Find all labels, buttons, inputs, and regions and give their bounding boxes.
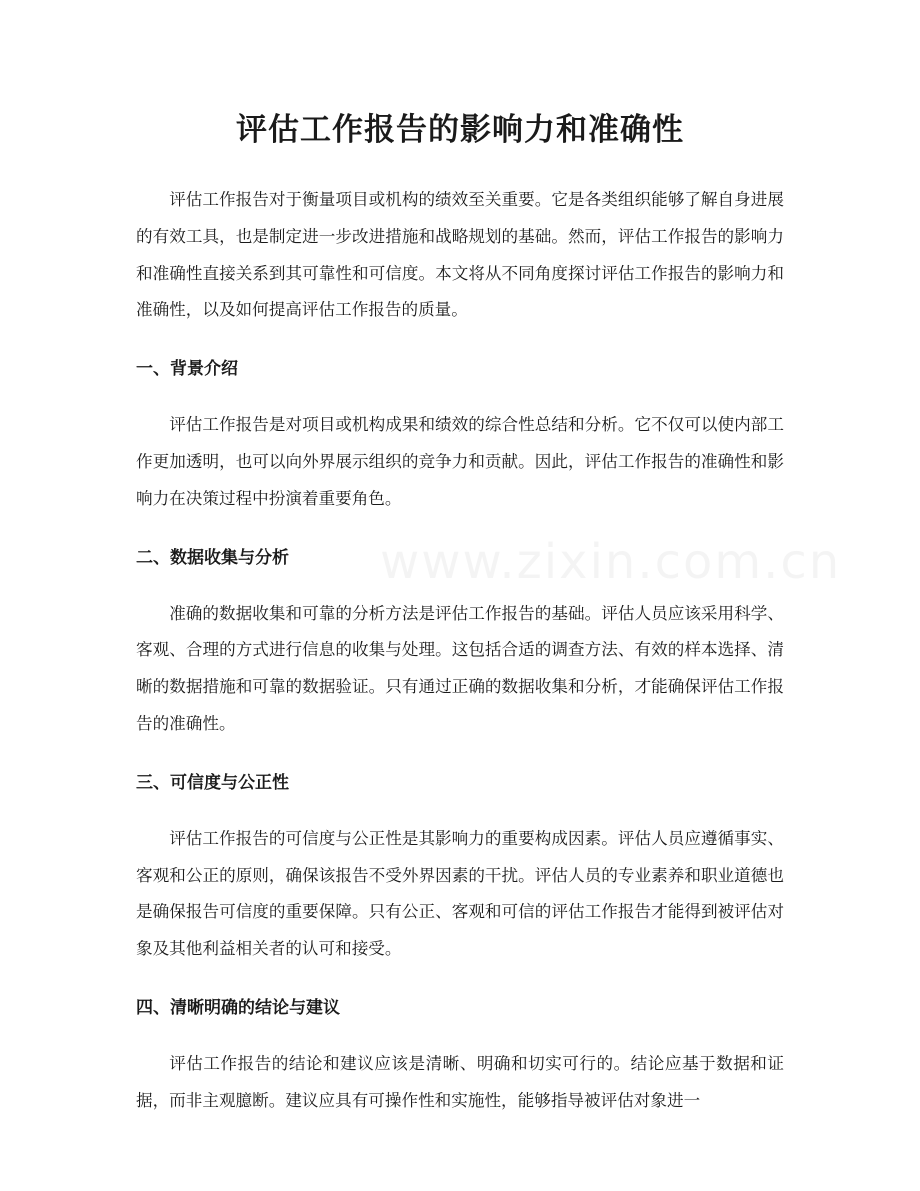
section-body-background: 评估工作报告是对项目或机构成果和绩效的综合性总结和分析。它不仅可以使内部工作更加透明，也可以向外界展示组织的竞争力和贡献。因此，评估工作报告的准确性和影响力在决策过程中扮演着重要角色。 [136, 415, 784, 508]
document-title: 评估工作报告的影响力和准确性 [236, 112, 684, 148]
section-body-conclusion: 评估工作报告的结论和建议应该是清晰、明确和切实可行的。结论应基于数据和证据，而非主观臆断。建议应具有可操作性和实施性，能够指导被评估对象进一 [136, 1053, 784, 1110]
section-heading-background: 一、背景介绍 [136, 359, 238, 380]
section-body-data: 准确的数据收集和可靠的分析方法是评估工作报告的基础。评估人员应该采用科学、客观、合理的方式进行信息的收集与处理。这包括合适的调查方法、有效的样本选择、清晰的数据措施和可靠的数据验证。只有通过正确的数据收集和分析，才能确保评估工作报告的准确性。 [136, 603, 784, 733]
section-heading-data: 二、数据收集与分析 [136, 547, 289, 568]
document-body [136, 182, 784, 1120]
intro-paragraph: 评估工作报告对于衡量项目或机构的绩效至关重要。它是各类组织能够了解自身进展的有效工具，也是制定进一步改进措施和战略规划的基础。然而，评估工作报告的影响力和准确性直接关系到其可靠性和可信度。本文将从不同角度探讨评估工作报告的影响力和准确性，以及如何提高评估工作报告的质量。 [136, 190, 784, 320]
section-heading-conclusion: 四、清晰明确的结论与建议 [136, 997, 340, 1018]
section-body-credibility: 评估工作报告的可信度与公正性是其影响力的重要构成因素。评估人员应遵循事实、客观和公正的原则，确保该报告不受外界因素的干扰。评估人员的专业素养和职业道德也是确保报告可信度的重要保障。只有公正、客观和可信的评估工作报告才能得到被评估对象及其他利益相关者的认可和接受。 [136, 828, 784, 959]
section-heading-credibility: 三、可信度与公正性 [136, 772, 289, 793]
